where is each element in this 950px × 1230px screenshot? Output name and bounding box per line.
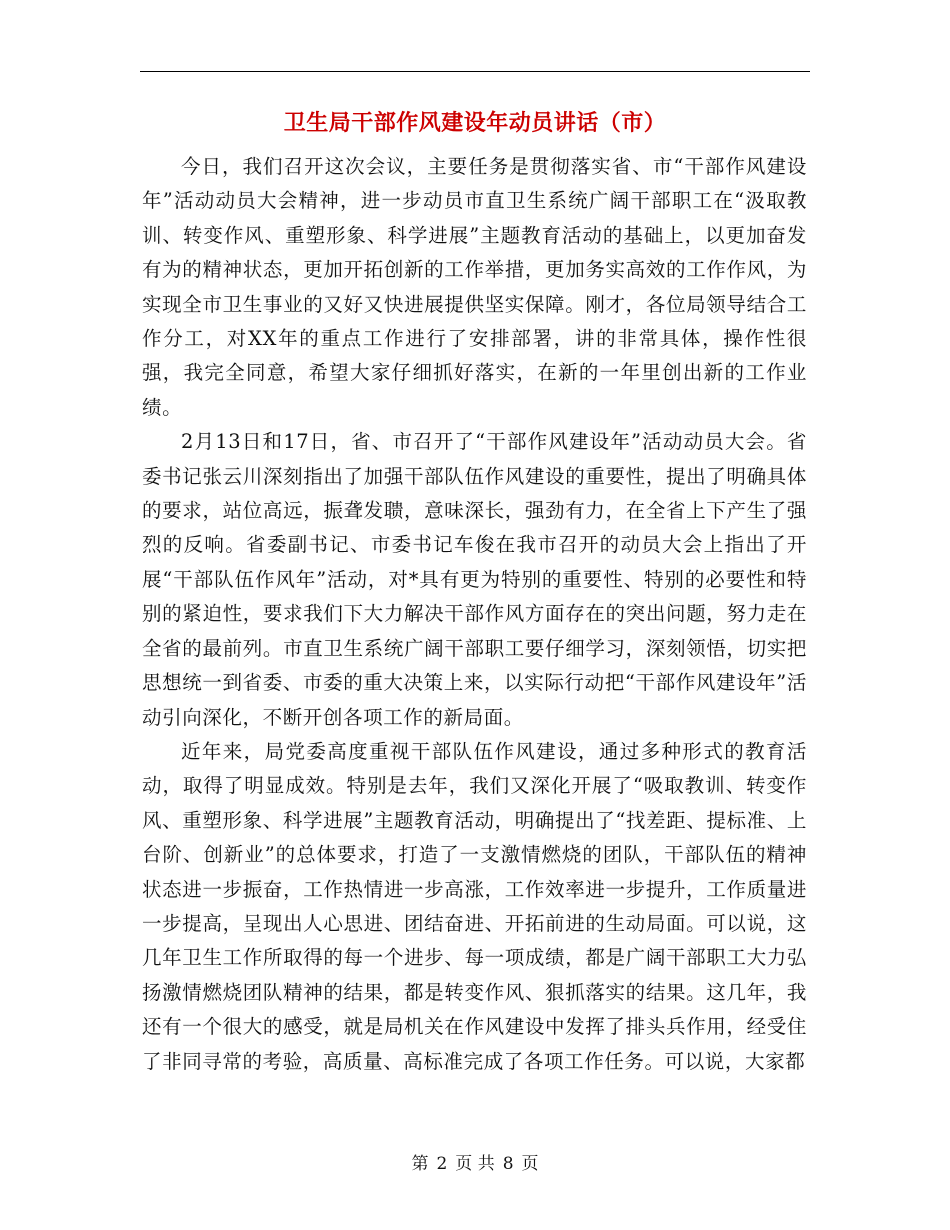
header-rule xyxy=(140,71,810,72)
footer-total-pages: 8 xyxy=(502,1154,514,1174)
paragraph-1: 今日，我们召开这次会议，主要任务是贯彻落实省、市“干部作风建设年”活动动员大会精神，进一步动员市直卫生系统广阔干部职工在“汲取教训、转变作风、重塑形象、科学进展”主题教育活动的基础上，以更加奋发有为的精神状态，更加开拓创新的工作举措，更加务实高效的工作作风，为实现全市卫生事业的又好又快进展提供坚实保障。刚才，各位局领导结合工作分工，对XX年的重点工作进行了安排部署，讲的非常具体，操作性很强，我完全同意，希望大家仔细抓好落实，在新的一年里创出新的工作业绩。 xyxy=(142,155,807,419)
document-title: 卫生局干部作风建设年动员讲话（市） xyxy=(283,111,667,136)
page-footer xyxy=(0,1152,950,1176)
footer-current-page: 2 xyxy=(436,1154,448,1174)
footer-label-end: 页 xyxy=(521,1154,539,1174)
footer-label-page: 第 xyxy=(411,1154,429,1174)
document-body xyxy=(142,150,807,1079)
paragraph-2: 2月13日和17日，省、市召开了“干部作风建设年”活动动员大会。省委书记张云川深刻指出了加强干部队伍作风建设的重要性，提出了明确具体的要求，站位高远，振聋发聩，意味深长，强劲有力，在全省上下产生了强烈的反响。省委副书记、市委书记车俊在我市召开的动员大会上指出了开展“干部队伍作风年”活动，对*具有更为特别的重要性、特别的必要性和特别的紧迫性，要求我们下大力解决干部作风方面存在的突出问题，努力走在全省的最前列。市直卫生系统广阔干部职工要仔细学习，深刻领悟，切实把思想统一到省委、市委的重大决策上来，以实际行动把“干部作风建设年”活动引向深化，不断开创各项工作的新局面。 xyxy=(142,430,807,729)
footer-label-of: 页 共 xyxy=(455,1154,495,1174)
paragraph-3: 近年来，局党委高度重视干部队伍作风建设，通过多种形式的教育活动，取得了明显成效。特别是去年，我们又深化开展了“吸取教训、转变作风、重塑形象、科学进展”主题教育活动，明确提出了“找差距、提标准、上台阶、创新业”的总体要求，打造了一支激情燃烧的团队，干部队伍的精神状态进一步振奋，工作热情进一步高涨，工作效率进一步提升，工作质量进一步提高，呈现出人心思进、团结奋进、开拓前进的生动局面。可以说，这几年卫生工作所取得的每一个进步、每一项成绩，都是广阔干部职工大力弘扬激情燃烧团队精神的结果，都是转变作风、狠抓落实的结果。这几年，我还有一个很大的感受，就是局机关在作风建设中发挥了排头兵作用，经受住了非同寻常的考验，高质量、高标准完成了各项工作任务。可以说，大家都 xyxy=(142,739,807,1073)
